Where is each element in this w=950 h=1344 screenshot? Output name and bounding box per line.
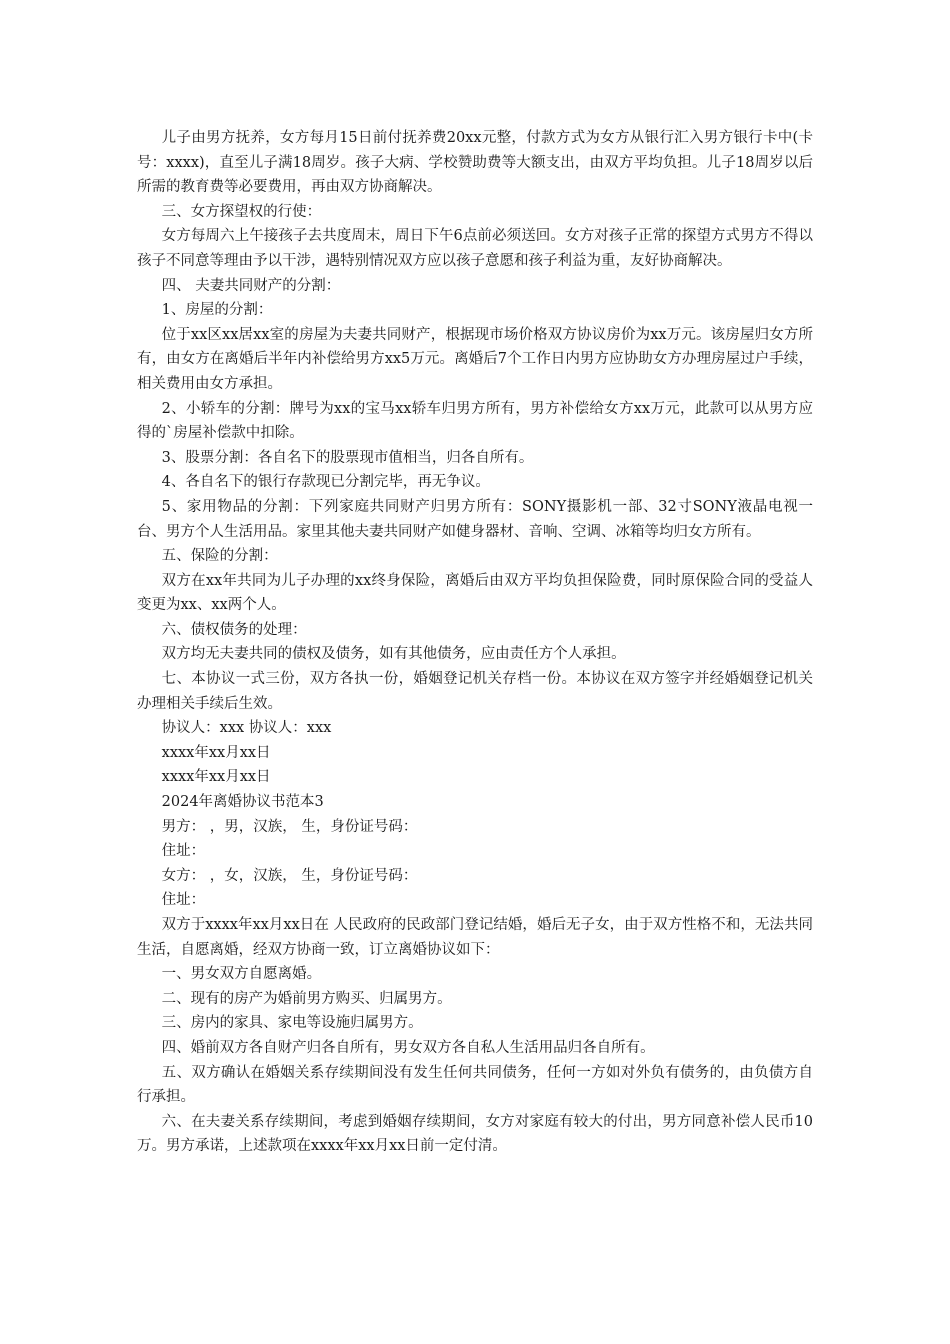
heading-house-division: 1、房屋的分割： xyxy=(161,302,273,319)
husband-address-line: 住址： xyxy=(161,843,206,860)
heading-property-division: 四、 夫妻共同财产的分割： xyxy=(161,277,341,294)
paragraph-marriage-registration: 双方于xxxx年xx月xx日在 人民政府的民政部门登记结婚，婚后无子女，由于双方性格不和，无法共同生活，自愿离婚，经双方协商一致，订立离婚协议如下： xyxy=(137,917,813,958)
paragraph-household-items: 5、家用物品的分割：下列家庭共同财产归男方所有：SONY摄影机一部、32寸SONY液晶电视一台、男方个人生活用品。家里其他夫妻共同财产如健身器材、音响、空调、冰箱等均归女方所有。 xyxy=(137,498,813,540)
paragraph-car-division: 2、小轿车的分割：牌号为xx的宝马xx轿车归男方所有，男方补偿给女方xx万元，此款可以从男方应得的`房屋补偿款中扣除。 xyxy=(137,400,813,442)
paragraph-insurance: 双方在xx年共同为儿子办理的xx终身保险，离婚后由双方平均负担保险费，同时原保险合同的受益人变更为xx、xx两个人。 xyxy=(137,572,813,614)
date-line-2: xxxx年xx月xx日 xyxy=(161,769,271,786)
heading-insurance-division: 五、保险的分割： xyxy=(161,548,278,565)
clause-voluntary-divorce: 一、男女双方自愿离婚。 xyxy=(161,966,322,983)
clause-furniture: 三、房内的家具、家电等设施归属男方。 xyxy=(161,1015,423,1032)
clause-premarital-property: 四、婚前双方各自财产归各自所有，男女双方各自私人生活用品归各自所有。 xyxy=(161,1039,655,1056)
signature-line: 协议人：xxx 协议人：xxx xyxy=(161,720,332,737)
heading-visitation-rights: 三、女方探望权的行使： xyxy=(161,203,322,220)
date-line-1: xxxx年xx月xx日 xyxy=(161,744,271,761)
clause-compensation: 六、在夫妻关系存续期间，考虑到婚姻存续期间，女方对家庭有较大的付出，男方同意补偿人民币10万。男方承诺，上述款项在xxxx年xx月xx日前一定付清。 xyxy=(137,1113,813,1155)
document-body xyxy=(137,126,813,1159)
paragraph-bank-deposits: 4、各自名下的银行存款现已分割完毕，再无争议。 xyxy=(161,474,490,491)
paragraph-house-division: 位于xx区xx居xx室的房屋为夫妻共同财产，根据现市场价格双方协议房价为xx万元。该房屋归女方所有，由女方在离婚后半年内补偿给男方xx5万元。离婚后7个工作日内男方应协助女方办理房屋过户手续，相关费用由女方承担。 xyxy=(137,326,813,392)
wife-info-line: 女方： ，女，汉族， 生，身份证号码： xyxy=(161,867,418,884)
clause-no-common-debts: 五、双方确认在婚姻关系存续期间没有发生任何共同债务，任何一方如对外负有债务的，由负债方自行承担。 xyxy=(137,1064,813,1106)
heading-debts: 六、债权债务的处理： xyxy=(161,621,307,638)
paragraph-copies-and-effect: 七、本协议一式三份，双方各执一份，婚姻登记机关存档一份。本协议在双方签字并经婚姻登记机关办理相关手续后生效。 xyxy=(137,671,813,712)
template-title: 2024年离婚协议书范本3 xyxy=(161,794,324,811)
paragraph-debts: 双方均无夫妻共同的债权及债务，如有其他债务，应由责任方个人承担。 xyxy=(161,646,626,663)
husband-info-line: 男方： ，男，汉族， 生，身份证号码： xyxy=(161,818,418,835)
paragraph-child-support: 儿子由男方抚养，女方每月15日前付抚养费20xx元整，付款方式为女方从银行汇入男方银行卡中(卡号：xxxx)，直至儿子满18周岁。孩子大病、学校赞助费等大额支出，由双方平均负担。儿子18周岁以后所需的教育费等必要费用，再由双方协商解决。 xyxy=(137,130,813,196)
wife-address-line: 住址： xyxy=(161,892,206,909)
paragraph-visitation: 女方每周六上午接孩子去共度周末，周日下午6点前必须送回。女方对孩子正常的探望方式男方不得以孩子不同意等理由予以干涉，遇特别情况双方应以孩子意愿和孩子利益为重，友好协商解决。 xyxy=(137,228,813,269)
clause-real-estate: 二、现有的房产为婚前男方购买、归属男方。 xyxy=(161,990,452,1007)
paragraph-stock-division: 3、股票分割：各自名下的股票现市值相当，归各自所有。 xyxy=(161,449,534,466)
